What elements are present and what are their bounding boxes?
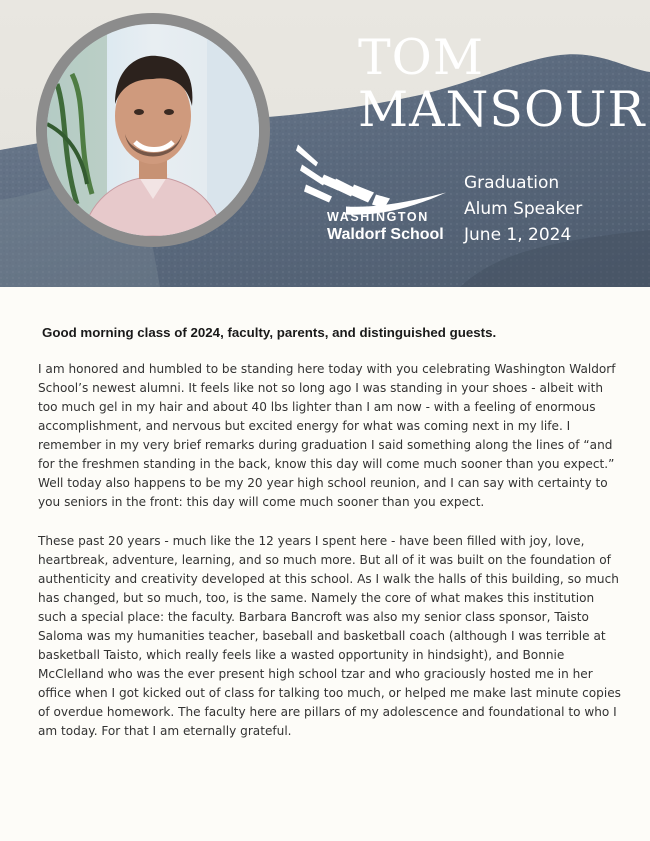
- event-role: Alum Speaker: [464, 199, 583, 219]
- logo-wordmark-line2: Waldorf School: [327, 226, 444, 243]
- speech-greeting: Good morning class of 2024, faculty, parents, and distinguished guests.: [42, 325, 497, 340]
- event-title: Graduation: [464, 173, 560, 193]
- speech-body: [38, 325, 623, 741]
- speaker-first-name: TOM: [358, 29, 485, 86]
- event-date: June 1, 2024: [464, 225, 572, 245]
- speaker-last-name: MANSOUR: [358, 81, 646, 138]
- event-info: [464, 170, 582, 248]
- logo-wordmark-line1: WASHINGTON: [327, 210, 429, 224]
- portrait-illustration: [47, 24, 259, 236]
- speech-paragraph-1: I am honored and humbled to be standing here today with you celebrating Washington Waldorf School’s newest alumni. It feels like not so long ago I was standing in your shoes - albeit with too much gel in my hair and about 40 lbs lighter than I am now - with a feeling of enormous accomplishment, and nervous but excited energy for what was coming next in my life. I remember in my very brief remarks during graduation I said something along the lines of “and for the freshmen standing in the back, know this day will come much sooner than you expect.” Well today also happens to be my 20 year high school reunion, and I can say with certainty to you seniors in the front: this day will come much sooner than you expect.: [38, 362, 616, 509]
- header-banner: [0, 0, 650, 287]
- speech-paragraph-2: These past 20 years - much like the 12 years I spent here - have been filled with joy, love, heartbreak, adventure, learning, and so much more. But all of it was built on the foundation of authenticity and creativity developed at this school. As I walk the halls of this building, so much has changed, but so much, too, is the same. Namely the core of what makes this institution such a special place: the faculty. Barbara Bancroft was also my senior class sponsor, Taisto Saloma was my humanities teacher, baseball and basketball coach (although I was terrible at basketball Taisto, which really feels like a wasted opportunity in hindsight), and Bonnie McClelland who was the ever present high school tzar and who graciously hosted me in her office when I got kicked out of class for talking too much, or helped me make last minute copies of overdue homework. The faculty here are pillars of my adolescence and foundational to who I am today. For that I am eternally grateful.: [38, 534, 621, 738]
- speaker-portrait-photo: [47, 24, 259, 236]
